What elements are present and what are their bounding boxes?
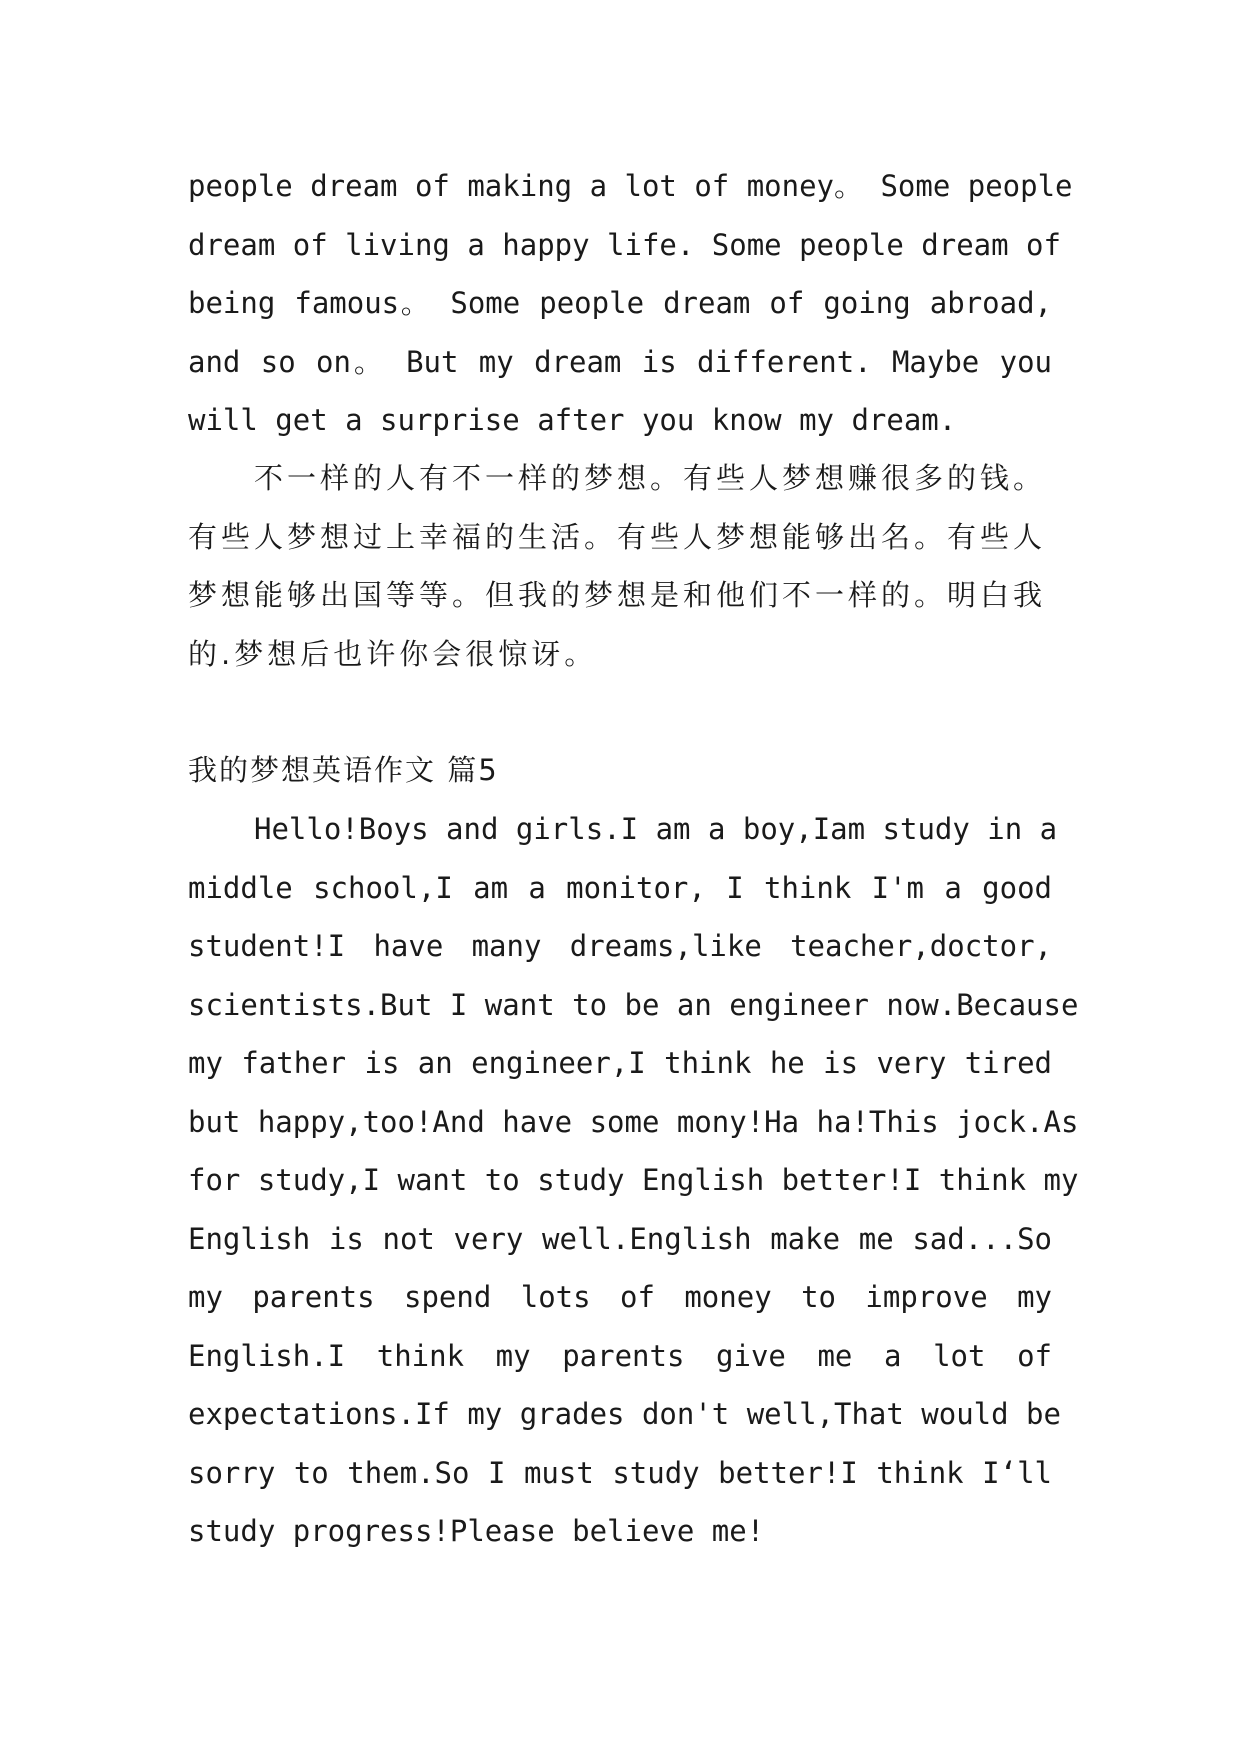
text-line: my father is an engineer,I think he is very tired — [188, 1046, 1052, 1080]
text-line: but happy,too!And have some mony!Ha ha!This jock.As — [188, 1104, 1079, 1139]
text-line: 梦想能够出国等等。但我的梦想是和他们不一样的。明白我 — [188, 578, 1047, 612]
text-line: study progress!Please believe me! — [188, 1514, 765, 1548]
text-line: for study,I want to study English better!I think my — [188, 1163, 1079, 1197]
text-line: student!I have many dreams,like teacher,doctor, — [188, 929, 1052, 963]
text-line: people dream of making a lot of money。 Some people — [188, 169, 1073, 203]
text-line: my parents spend lots of money to improve my — [188, 1280, 1052, 1314]
english-paragraph-essay — [188, 800, 1079, 1561]
text-line: will get a surprise after you know my dream. — [188, 403, 957, 437]
text-line: dream of living a happy life. Some people dream of — [188, 227, 1061, 262]
heading-text: 我的梦想英语作文 篇5 — [188, 753, 499, 787]
text-line: and so on。 But my dream is different. Maybe you — [188, 344, 1052, 379]
section-heading — [188, 741, 1052, 800]
text-line: 的.梦想后也许你会很惊讶。 — [188, 636, 598, 671]
text-line: English is not very well.English make me sad...So — [188, 1221, 1052, 1256]
text-line: Hello!Boys and girls.I am a boy,Iam study in a — [254, 812, 1058, 846]
text-line: English.I think my parents give me a lot of — [188, 1338, 1052, 1373]
text-line: 不一样的人有不一样的梦想。有些人梦想赚很多的钱。 — [254, 461, 1047, 495]
text-line: scientists.But I want to be an engineer now.Because — [188, 987, 1079, 1022]
chinese-paragraph-translation — [188, 449, 1052, 683]
english-paragraph-intro — [188, 157, 1073, 450]
text-line: sorry to them.So I must study better!I think I‘ll — [188, 1455, 1052, 1490]
text-line: 有些人梦想过上幸福的生活。有些人梦想能够出名。有些人 — [188, 519, 1047, 554]
text-line: expectations.If my grades don't well,That would be — [188, 1397, 1061, 1431]
text-line: middle school,I am a monitor, I think I'm a good — [188, 870, 1052, 905]
text-line: being famous。 Some people dream of going abroad, — [188, 286, 1052, 320]
